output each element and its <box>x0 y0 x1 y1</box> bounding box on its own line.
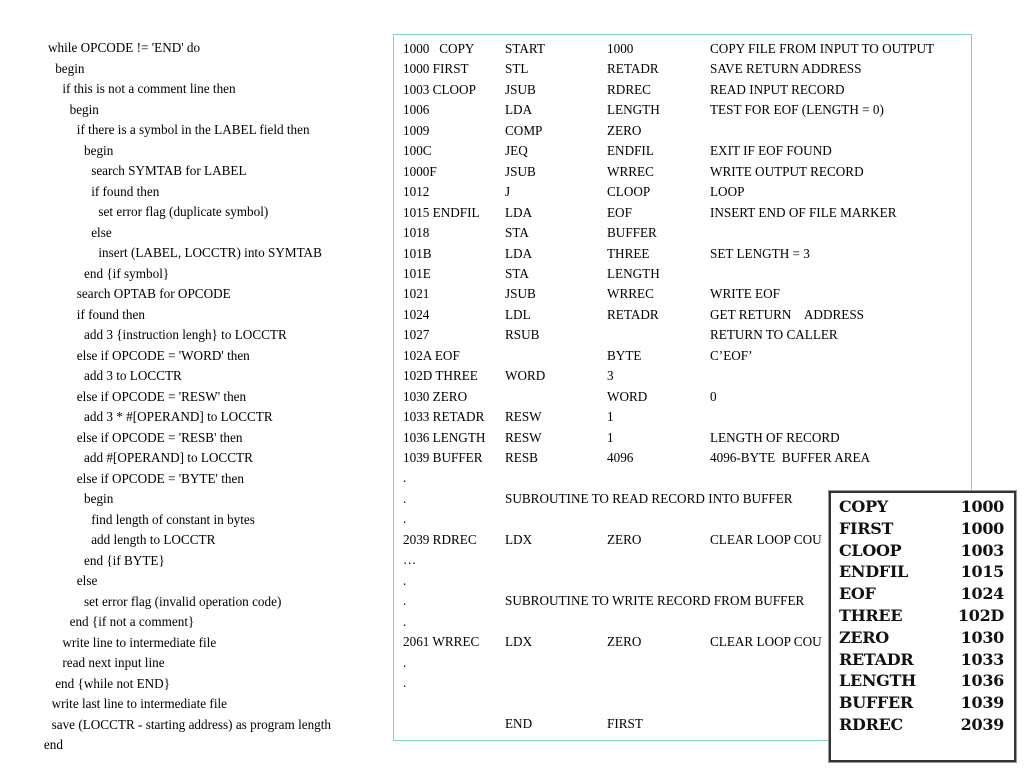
symtab-row <box>831 518 1014 540</box>
symtab-row <box>831 649 1014 671</box>
listing-loc: . <box>403 490 407 506</box>
listing-operand: 4096 <box>607 450 634 465</box>
listing-loc: 102D THREE <box>403 368 478 384</box>
pseudocode-line: add 3 {instruction lengh} to LOCCTR <box>84 327 287 342</box>
listing-row <box>394 448 971 468</box>
listing-comment: LENGTH OF RECORD <box>710 429 840 445</box>
pseudocode-line: write last line to intermediate file <box>51 696 227 711</box>
listing-loc: 1036 LENGTH <box>403 429 486 445</box>
pseudocode-line: begin <box>84 491 114 506</box>
symtab-symbol: RDREC <box>839 715 903 734</box>
symtab-row <box>831 540 1014 562</box>
listing-comment: 0 <box>710 388 717 404</box>
listing-op: COMP <box>505 122 543 138</box>
listing-op: START <box>505 41 545 56</box>
listing-row <box>394 428 971 448</box>
pseudocode-line: read next input line <box>62 655 165 670</box>
listing-op: JSUB <box>505 286 536 302</box>
listing-loc: 1009 <box>403 122 430 138</box>
listing-operand: FIRST <box>607 715 643 731</box>
symtab-row <box>831 692 1014 714</box>
listing-loc: 101E <box>403 265 431 281</box>
listing-comment: COPY FILE FROM INPUT TO OUTPUT <box>710 41 935 56</box>
pseudocode-line: while OPCODE != 'END' do <box>48 40 201 55</box>
listing-comment: WRITE OUTPUT RECORD <box>710 163 864 179</box>
listing-loc: 1000F <box>403 163 437 179</box>
symtab-symbol: ENDFIL <box>839 562 908 582</box>
pseudocode-line: end {if BYTE} <box>84 552 165 568</box>
pseudocode-line: end {while not END} <box>55 675 171 691</box>
pass1-pseudocode <box>43 38 391 756</box>
listing-comment: LOOP <box>710 184 745 200</box>
listing-row <box>394 223 971 243</box>
listing-operand: ZERO <box>607 531 642 547</box>
listing-operand: ZERO <box>607 122 642 138</box>
listing-loc: 1000 FIRST <box>403 61 469 77</box>
listing-loc: 100C <box>403 143 432 159</box>
listing-operand: WRREC <box>607 163 654 179</box>
listing-operand: 1000 <box>607 41 634 56</box>
symtab-address: 1033 <box>960 649 1004 669</box>
symtab-row <box>831 583 1014 605</box>
listing-loc: 1024 <box>403 306 430 322</box>
listing-loc: . <box>403 654 407 670</box>
pseudocode-line: begin <box>84 142 114 158</box>
listing-comment: CLEAR LOOP COU <box>710 531 822 547</box>
listing-operand: CLOOP <box>607 184 651 200</box>
listing-row <box>394 387 971 407</box>
listing-op: STA <box>505 265 529 281</box>
pseudocode-line: find length of constant in bytes <box>91 511 255 527</box>
listing-loc: 1027 <box>403 327 430 343</box>
pseudocode-line: if this is not a comment line then <box>62 81 236 96</box>
symtab-symbol: ZERO <box>839 627 889 647</box>
listing-row <box>394 59 971 79</box>
listing-loc: 1015 ENDFIL <box>403 204 480 220</box>
symtab-address: 1030 <box>960 627 1004 647</box>
listing-loc: 2061 WRREC <box>403 634 480 650</box>
listing-row <box>394 325 971 345</box>
symtab-symbol: EOF <box>839 584 876 604</box>
listing-op: SUBROUTINE TO WRITE RECORD FROM BUFFER <box>505 593 805 609</box>
listing-op: STL <box>505 61 529 77</box>
listing-operand: LENGTH <box>607 265 660 281</box>
listing-row <box>394 305 971 325</box>
listing-op: LDX <box>505 531 533 547</box>
pseudocode-line: begin <box>55 60 85 76</box>
listing-comment: CLEAR LOOP COU <box>710 634 822 650</box>
symtab-table <box>829 491 1016 762</box>
listing-row <box>394 264 971 284</box>
listing-row <box>394 244 971 264</box>
listing-loc: 1012 <box>403 184 430 200</box>
listing-op: SUBROUTINE TO READ RECORD INTO BUFFER <box>505 490 793 506</box>
listing-op: LDA <box>505 204 533 220</box>
symtab-address: 1039 <box>960 693 1004 713</box>
listing-loc: 1000 COPY <box>403 41 475 56</box>
listing-row <box>394 366 971 386</box>
listing-op: LDA <box>505 245 533 261</box>
listing-comment: GET RETURN ADDRESS <box>710 306 864 322</box>
pseudocode-line: end {if symbol} <box>84 265 170 281</box>
pseudocode-line: add 3 to LOCCTR <box>84 368 182 383</box>
listing-comment: READ INPUT RECORD <box>710 81 845 97</box>
symtab-symbol: LENGTH <box>839 671 916 691</box>
listing-op: JSUB <box>505 81 536 97</box>
listing-comment: TEST FOR EOF (LENGTH = 0) <box>710 102 884 118</box>
pseudocode-line: insert (LABEL, LOCCTR) into SYMTAB <box>98 245 322 260</box>
listing-operand: 1 <box>607 429 614 445</box>
listing-loc: . <box>403 613 407 629</box>
listing-loc: 1039 BUFFER <box>403 450 483 465</box>
symtab-address: 1000 <box>960 518 1004 538</box>
listing-op: JEQ <box>505 143 528 159</box>
pseudocode-line: add #[OPERAND] to LOCCTR <box>84 450 253 465</box>
pseudocode-line: else if OPCODE = 'RESW' then <box>76 388 247 404</box>
listing-comment: 4096-BYTE BUFFER AREA <box>710 450 871 465</box>
listing-op: JSUB <box>505 163 536 179</box>
pseudocode-line: add length to LOCCTR <box>91 532 216 547</box>
listing-loc: … <box>403 552 417 568</box>
pseudocode-line: set error flag (duplicate symbol) <box>98 204 269 219</box>
pseudocode-line: if there is a symbol in the LABEL field then <box>76 122 310 137</box>
pseudocode-line: if found then <box>91 183 160 199</box>
listing-comment: EXIT IF EOF FOUND <box>710 143 832 159</box>
listing-loc: . <box>403 511 407 527</box>
symtab-row <box>831 605 1014 627</box>
listing-op: END <box>505 715 533 731</box>
symtab-symbol: RETADR <box>839 649 914 669</box>
listing-op: WORD <box>505 368 546 384</box>
listing-comment: RETURN TO CALLER <box>710 327 838 343</box>
listing-op: STA <box>505 225 529 241</box>
listing-loc: 102A EOF <box>403 347 460 363</box>
listing-op: RESB <box>505 450 538 465</box>
pseudocode-line: else if OPCODE = 'WORD' then <box>76 347 250 363</box>
symtab-row <box>831 561 1014 583</box>
symtab-symbol: FIRST <box>839 518 894 538</box>
symtab-symbol: CLOOP <box>839 540 902 560</box>
symtab-symbol: THREE <box>839 606 903 625</box>
listing-loc: 1006 <box>403 102 430 118</box>
symtab-row <box>831 627 1014 649</box>
listing-op: LDL <box>505 306 531 322</box>
symtab-symbol: BUFFER <box>839 693 913 713</box>
listing-op: LDX <box>505 634 533 650</box>
listing-operand: LENGTH <box>607 102 660 118</box>
listing-operand: ZERO <box>607 634 642 650</box>
listing-row <box>394 203 971 223</box>
symtab-address: 1024 <box>960 584 1004 604</box>
listing-row <box>394 100 971 120</box>
listing-loc: 1003 CLOOP <box>403 81 476 97</box>
pseudocode-line: else if OPCODE = 'BYTE' then <box>76 470 244 486</box>
listing-loc: 101B <box>403 245 432 261</box>
symtab-address: 1036 <box>960 671 1004 691</box>
symtab-address: 102D <box>957 606 1004 625</box>
symtab-row <box>831 714 1014 736</box>
listing-op: RESW <box>505 429 542 445</box>
listing-loc: . <box>403 674 407 690</box>
symtab-address: 2039 <box>960 715 1004 734</box>
pseudocode-line: if found then <box>76 306 145 322</box>
pseudocode-line: else <box>76 573 98 588</box>
listing-loc: 1030 ZERO <box>403 388 468 404</box>
pseudocode-line: add 3 * #[OPERAND] to LOCCTR <box>84 409 273 424</box>
pseudocode-line: else <box>91 224 112 240</box>
listing-row <box>394 162 971 182</box>
pseudocode-line: save (LOCCTR - starting address) as program length <box>51 716 332 732</box>
pseudocode-line: end <box>43 737 63 752</box>
pseudocode-line: end {if not a comment} <box>69 614 195 629</box>
listing-operand: ENDFIL <box>607 143 654 159</box>
listing-comment: C’EOF’ <box>710 347 753 363</box>
listing-row <box>394 468 971 488</box>
listing-row <box>394 39 971 59</box>
symtab-address: 1003 <box>960 540 1004 560</box>
symtab-symbol: COPY <box>839 497 888 516</box>
pseudocode-line: begin <box>69 101 99 117</box>
pseudocode-line: search SYMTAB for LABEL <box>91 163 247 178</box>
pseudocode-line: set error flag (invalid operation code) <box>84 593 282 609</box>
listing-op: LDA <box>505 102 533 118</box>
listing-comment: INSERT END OF FILE MARKER <box>710 204 897 220</box>
symtab-address: 1000 <box>960 497 1004 516</box>
listing-comment: SET LENGTH = 3 <box>710 245 810 261</box>
listing-loc: 1018 <box>403 225 430 241</box>
listing-loc: 2039 RDREC <box>403 531 477 547</box>
listing-loc: . <box>403 593 407 609</box>
symtab-address: 1015 <box>960 562 1004 582</box>
listing-comment: SAVE RETURN ADDRESS <box>710 61 862 77</box>
listing-operand: RDREC <box>607 81 651 97</box>
listing-op: J <box>505 184 511 200</box>
listing-operand: RETADR <box>607 306 659 322</box>
listing-row <box>394 182 971 202</box>
pseudocode-line: else if OPCODE = 'RESB' then <box>76 429 243 445</box>
listing-row <box>394 141 971 161</box>
listing-operand: 1 <box>607 409 614 425</box>
pseudocode-line: write line to intermediate file <box>62 634 217 650</box>
listing-row <box>394 346 971 366</box>
listing-loc: . <box>403 470 407 486</box>
listing-op: RESW <box>505 409 542 425</box>
listing-operand: BUFFER <box>607 225 657 241</box>
listing-operand: THREE <box>607 245 650 261</box>
symtab-row <box>831 496 1014 518</box>
pseudocode-line: search OPTAB for OPCODE <box>76 286 231 301</box>
listing-row <box>394 121 971 141</box>
listing-comment: WRITE EOF <box>710 286 780 302</box>
listing-row <box>394 80 971 100</box>
listing-operand: WRREC <box>607 286 654 302</box>
listing-loc: 1021 <box>403 286 430 302</box>
listing-operand: RETADR <box>607 61 659 77</box>
listing-row <box>394 284 971 304</box>
listing-loc: . <box>403 572 407 588</box>
listing-op: RSUB <box>505 327 540 343</box>
listing-row <box>394 407 971 427</box>
symtab-row <box>831 670 1014 692</box>
listing-operand: WORD <box>607 388 648 404</box>
listing-operand: 3 <box>607 368 614 384</box>
listing-operand: BYTE <box>607 347 642 363</box>
listing-loc: 1033 RETADR <box>403 409 485 425</box>
listing-operand: EOF <box>607 204 632 220</box>
